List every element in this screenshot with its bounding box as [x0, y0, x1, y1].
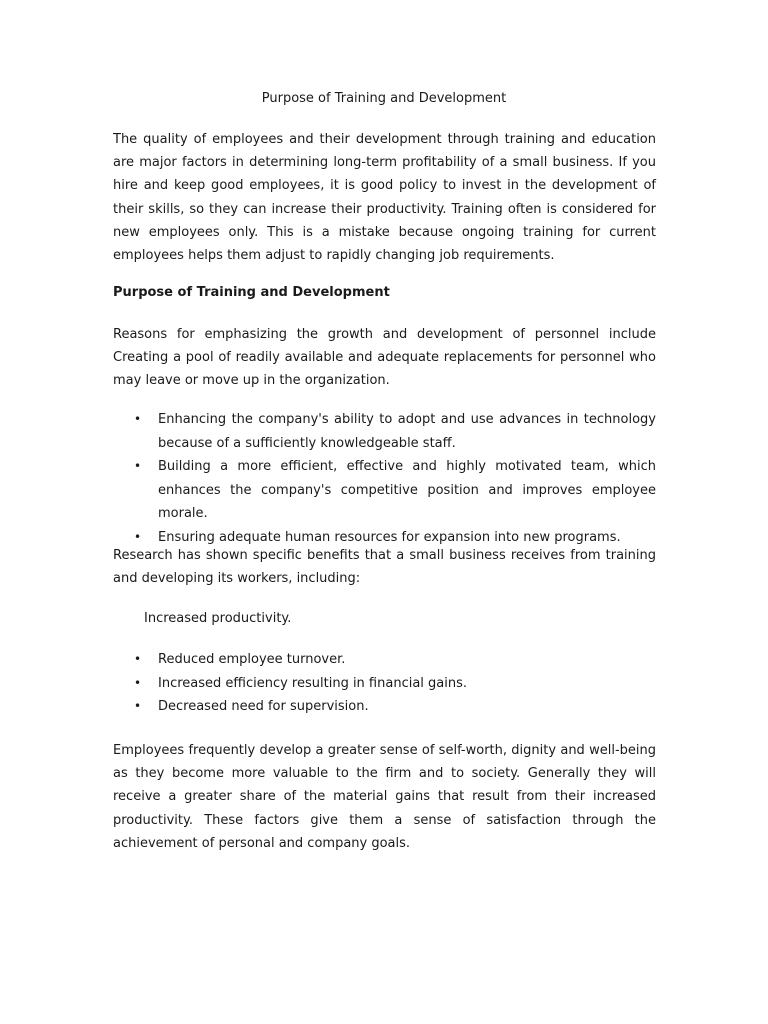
bullet-icon: • [134, 459, 142, 474]
list-item-text: Enhancing the company's ability to adopt and use advances in technology because of a sufficiently knowledgeable staff. [158, 412, 656, 451]
list-item-text: Building a more efficient, effective and highly motivated team, which enhances the company's competitive position and improves employee morale. [158, 459, 656, 522]
list-item-text: Decreased need for supervision. [158, 699, 369, 715]
list-item [113, 648, 656, 672]
list-item-text: Reduced employee turnover. [158, 652, 346, 667]
section-heading: Purpose of Training and Development [113, 285, 390, 300]
list-item [113, 695, 656, 719]
research-paragraph: Research has shown specific benefits that a small business receives from training and developing its workers, including: [113, 548, 656, 587]
list-item [113, 408, 656, 455]
list-item [113, 455, 656, 526]
benefits-list [113, 648, 656, 719]
bullet-icon: • [134, 699, 142, 714]
bullet-icon: • [134, 652, 142, 666]
bullet-icon: • [134, 412, 142, 426]
reasons-paragraph: Reasons for emphasizing the growth and development of personnel include Creating a pool of readily available and adequate replacements for personnel who may leave or move up in the organization. [113, 327, 656, 389]
reasons-list [113, 408, 656, 550]
bullet-icon: • [134, 675, 142, 690]
intro-paragraph: The quality of employees and their development through training and education are major factors in determining long-term profitability of a small business. If you hire and keep good employees, it is good policy to invest in the development of their skills, so they can increase their productivity. Training often is considered for new employees only. This is a mistake because ongoing training for current employees helps them adjust to rapidly changing job requirements. [113, 132, 656, 264]
list-item [113, 672, 656, 696]
closing-paragraph: Employees frequently develop a greater sense of self-worth, dignity and well-being as they become more valuable to the firm and to society. Generally they will receive a greater share of the material gains that result from their increased productivity. These factors give them a sense of satisfaction through the achievement of personal and company goals. [113, 743, 656, 851]
bullet-icon: • [134, 529, 142, 544]
list-item-text: Ensuring adequate human resources for expansion into new programs. [158, 529, 621, 545]
first-benefit-text: Increased productivity. [144, 611, 292, 626]
list-item-text: Increased efficiency resulting in financial gains. [158, 675, 468, 691]
document-title: Purpose of Training and Development [261, 91, 507, 106]
